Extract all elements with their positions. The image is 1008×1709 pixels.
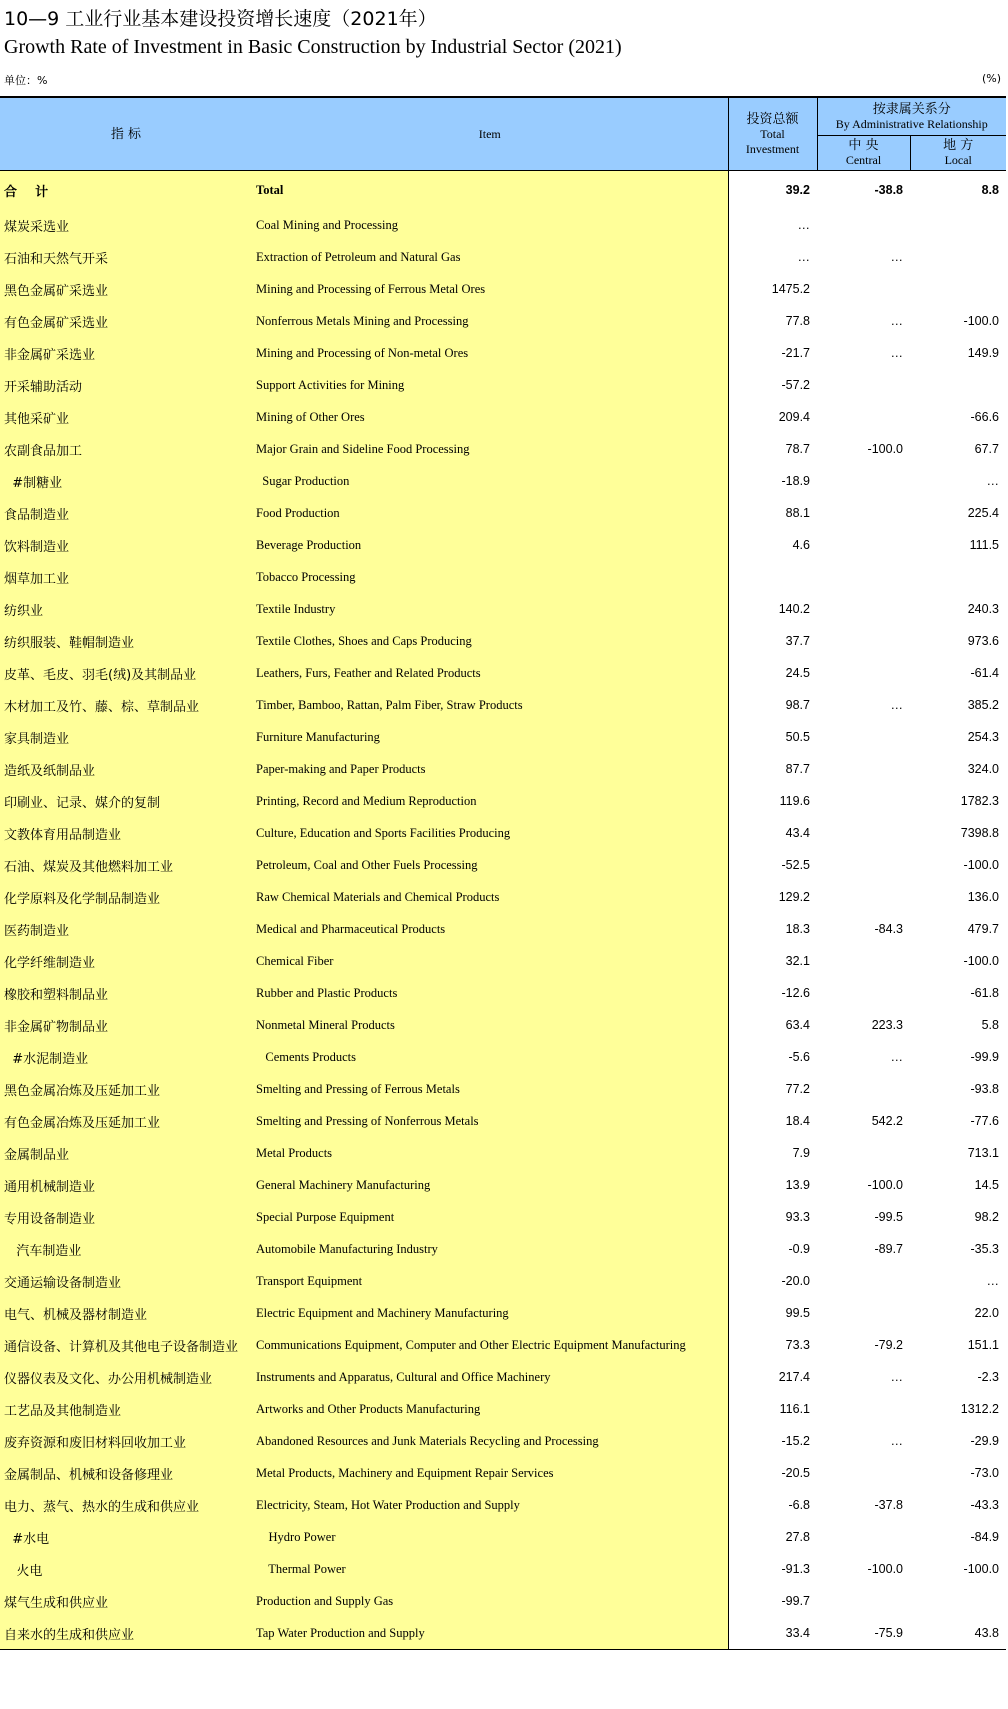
table-row	[0, 465, 1006, 497]
table-row	[0, 1329, 1006, 1361]
cell-total-investment: -52.5	[728, 849, 817, 881]
cell-local: 98.2	[974, 1210, 999, 1224]
cell-central	[817, 817, 910, 849]
table-row	[0, 593, 1006, 625]
row-label-cn: 纺织服装、鞋帽制造业	[0, 625, 252, 657]
header-admin-en: By Administrative Relationship	[835, 116, 988, 131]
table-row	[0, 1521, 1006, 1553]
cell-local: 1312.2	[960, 1402, 999, 1416]
row-label-cn: 通信设备、计算机及其他电子设备制造业	[0, 1329, 252, 1361]
row-label-cn: 化学原料及化学制品制造业	[0, 881, 252, 913]
row-label-cn: 工艺品及其他制造业	[0, 1393, 252, 1425]
row-label-en: Furniture Manufacturing	[252, 721, 728, 753]
row-label-en: Nonmetal Mineral Products	[252, 1009, 728, 1041]
row-label-cn: 造纸及纸制品业	[0, 753, 252, 785]
row-label-cn: 石油、煤炭及其他燃料加工业	[0, 849, 252, 881]
cell-central	[817, 1265, 910, 1297]
row-label-en: Beverage Production	[252, 529, 728, 561]
cell-total-investment: 119.6	[728, 785, 817, 817]
cell-central: …	[890, 698, 903, 712]
cell-total-investment: 63.4	[728, 1009, 817, 1041]
table-row	[0, 1553, 1006, 1585]
cell-central	[817, 1521, 910, 1553]
cell-local	[910, 1585, 1006, 1617]
table-row	[0, 1169, 1006, 1201]
cell-central	[817, 401, 910, 433]
cell-local: -43.3	[970, 1498, 999, 1512]
row-label-en: Metal Products, Machinery and Equipment Repair Services	[252, 1457, 728, 1489]
table-row	[0, 1585, 1006, 1617]
cell-total-investment: 33.4	[728, 1617, 817, 1650]
header-item	[252, 97, 728, 171]
row-label-en: Major Grain and Sideline Food Processing	[252, 433, 728, 465]
table-row	[0, 945, 1006, 977]
cell-central	[817, 1585, 910, 1617]
cell-total-investment: 129.2	[728, 881, 817, 913]
row-label-cn: 煤炭采选业	[0, 209, 252, 241]
cell-local: -61.8	[970, 986, 999, 1000]
row-label-cn: 纺织业	[0, 593, 252, 625]
cell-total-investment: 18.4	[728, 1105, 817, 1137]
cell-local: -66.6	[970, 410, 999, 424]
table-row	[0, 1393, 1006, 1425]
row-label-en: Textile Clothes, Shoes and Caps Producing	[252, 625, 728, 657]
cell-local: -100.0	[963, 954, 999, 968]
cell-total-investment: 73.3	[728, 1329, 817, 1361]
cell-total-investment: -5.6	[728, 1041, 817, 1073]
cell-local: 479.7	[967, 922, 999, 936]
cell-local: 254.3	[967, 730, 999, 744]
header-total-cn: 投资总额	[746, 111, 799, 127]
table-row	[0, 337, 1006, 369]
table-row	[0, 1233, 1006, 1265]
row-label-en: Petroleum, Coal and Other Fuels Processing	[252, 849, 728, 881]
header-local	[910, 136, 1006, 171]
header-total-en1: Total	[760, 126, 785, 141]
header-local-en: Local	[944, 153, 972, 167]
row-label-en: Nonferrous Metals Mining and Processing	[252, 305, 728, 337]
row-label-en: Artworks and Other Products Manufacturing	[252, 1393, 728, 1425]
cell-total-investment: 93.3	[728, 1201, 817, 1233]
row-label-cn: 黑色金属矿采选业	[0, 273, 252, 305]
cell-central	[817, 785, 910, 817]
cell-total-investment: 98.7	[728, 689, 817, 721]
row-label-cn: 专用设备制造业	[0, 1201, 252, 1233]
cell-central	[817, 209, 910, 241]
cell-central	[817, 1137, 910, 1169]
cell-local: …	[986, 1274, 999, 1288]
cell-total-investment: 24.5	[728, 657, 817, 689]
table-row	[0, 1425, 1006, 1457]
cell-total-investment: 99.5	[728, 1297, 817, 1329]
cell-central: …	[890, 1434, 903, 1448]
cell-local	[910, 369, 1006, 401]
cell-central: -99.5	[874, 1210, 903, 1224]
page-title-cn: 10—9 工业行业基本建设投资增长速度（2021年）	[4, 8, 437, 30]
row-label-cn: 医药制造业	[0, 913, 252, 945]
cell-local: …	[986, 474, 999, 488]
table-row	[0, 433, 1006, 465]
row-label-cn: #水泥制造业	[0, 1041, 252, 1073]
table-row	[0, 881, 1006, 913]
cell-total-investment: 140.2	[728, 593, 817, 625]
row-label-cn: 仪器仪表及文化、办公用机械制造业	[0, 1361, 252, 1393]
row-label-en: Printing, Record and Medium Reproduction	[252, 785, 728, 817]
row-label-cn: 橡胶和塑料制品业	[0, 977, 252, 1009]
table-row	[0, 1137, 1006, 1169]
row-label-en: Total	[252, 171, 728, 210]
row-label-cn: #制糖业	[0, 465, 252, 497]
row-label-cn: 石油和天然气开采	[0, 241, 252, 273]
cell-local: 1782.3	[960, 794, 999, 808]
row-label-en: Culture, Education and Sports Facilities Producing	[252, 817, 728, 849]
cell-local: -100.0	[963, 1562, 999, 1576]
row-label-cn: 家具制造业	[0, 721, 252, 753]
cell-local: -77.6	[970, 1114, 999, 1128]
table-row	[0, 1265, 1006, 1297]
table-row	[0, 1617, 1006, 1650]
table-row	[0, 305, 1006, 337]
row-label-en: Electric Equipment and Machinery Manufacturing	[252, 1297, 728, 1329]
cell-local: 5.8	[981, 1018, 999, 1032]
row-label-en: General Machinery Manufacturing	[252, 1169, 728, 1201]
cell-local: 7398.8	[960, 826, 999, 840]
cell-total-investment: 1475.2	[728, 273, 817, 305]
row-label-cn: 煤气生成和供应业	[0, 1585, 252, 1617]
row-label-cn: 有色金属矿采选业	[0, 305, 252, 337]
cell-central	[817, 273, 910, 305]
cell-central	[817, 1457, 910, 1489]
cell-central: …	[890, 250, 903, 264]
cell-total-investment: 87.7	[728, 753, 817, 785]
row-label-en: Leathers, Furs, Feather and Related Products	[252, 657, 728, 689]
row-label-cn: 文教体育用品制造业	[0, 817, 252, 849]
row-label-cn: 电气、机械及器材制造业	[0, 1297, 252, 1329]
cell-local: 973.6	[967, 634, 999, 648]
header-total-en2: Investment	[745, 141, 800, 156]
table-row	[0, 689, 1006, 721]
cell-local: -100.0	[963, 314, 999, 328]
header-total-investment	[728, 97, 817, 171]
row-label-en: Raw Chemical Materials and Chemical Products	[252, 881, 728, 913]
cell-total-investment: 209.4	[728, 401, 817, 433]
table-row	[0, 369, 1006, 401]
cell-total-investment: -18.9	[728, 465, 817, 497]
cell-local: 22.0	[974, 1306, 999, 1320]
cell-total-investment: 32.1	[728, 945, 817, 977]
cell-total-investment: 18.3	[728, 913, 817, 945]
row-label-en: Mining and Processing of Ferrous Metal Ores	[252, 273, 728, 305]
cell-central	[817, 529, 910, 561]
cell-local: 149.9	[967, 346, 999, 360]
row-label-en: Chemical Fiber	[252, 945, 728, 977]
cell-total-investment: -99.7	[728, 1585, 817, 1617]
row-label-en: Thermal Power	[252, 1553, 728, 1585]
cell-local: 240.3	[967, 602, 999, 616]
cell-central	[817, 593, 910, 625]
cell-total-investment: …	[728, 241, 817, 273]
row-label-en: Automobile Manufacturing Industry	[252, 1233, 728, 1265]
table-row	[0, 1073, 1006, 1105]
row-label-en: Cements Products	[252, 1041, 728, 1073]
row-label-cn: #水电	[0, 1521, 252, 1553]
row-label-en: Transport Equipment	[252, 1265, 728, 1297]
table-row	[0, 977, 1006, 1009]
cell-total-investment: 50.5	[728, 721, 817, 753]
cell-local: -84.9	[970, 1530, 999, 1544]
cell-central: -38.8	[874, 183, 903, 197]
row-label-cn: 黑色金属冶炼及压延加工业	[0, 1073, 252, 1105]
row-label-cn: 皮革、毛皮、羽毛(绒)及其制品业	[0, 657, 252, 689]
row-label-cn: 交通运输设备制造业	[0, 1265, 252, 1297]
table-row	[0, 171, 1006, 210]
header-central-en: Central	[845, 153, 882, 167]
cell-central	[817, 753, 910, 785]
cell-total-investment: …	[728, 209, 817, 241]
unit-label: 单位：%	[4, 74, 48, 87]
cell-total-investment: 7.9	[728, 1137, 817, 1169]
cell-central	[817, 721, 910, 753]
row-label-cn: 金属制品、机械和设备修理业	[0, 1457, 252, 1489]
row-label-en: Sugar Production	[252, 465, 728, 497]
table-row	[0, 625, 1006, 657]
row-label-cn: 印刷业、记录、媒介的复制	[0, 785, 252, 817]
cell-local: 713.1	[967, 1146, 999, 1160]
table-row	[0, 273, 1006, 305]
row-label-cn: 烟草加工业	[0, 561, 252, 593]
cell-central	[817, 881, 910, 913]
cell-central	[817, 1393, 910, 1425]
cell-local: -61.4	[970, 666, 999, 680]
cell-total-investment: -91.3	[728, 1553, 817, 1585]
cell-central	[817, 977, 910, 1009]
row-label-cn: 火电	[0, 1553, 252, 1585]
row-label-en: Timber, Bamboo, Rattan, Palm Fiber, Straw Products	[252, 689, 728, 721]
table-row	[0, 1361, 1006, 1393]
cell-local: 151.1	[967, 1338, 999, 1352]
table-row	[0, 1105, 1006, 1137]
table-row	[0, 1489, 1006, 1521]
cell-central: -79.2	[874, 1338, 903, 1352]
cell-total-investment: -21.7	[728, 337, 817, 369]
header-item-label: Item	[478, 126, 501, 141]
header-central	[817, 136, 910, 171]
table-row	[0, 1297, 1006, 1329]
cell-local: -29.9	[970, 1434, 999, 1448]
cell-total-investment: 116.1	[728, 1393, 817, 1425]
unit-label-right: (%)	[982, 72, 1002, 85]
cell-central	[817, 849, 910, 881]
table-row	[0, 657, 1006, 689]
cell-total-investment: 4.6	[728, 529, 817, 561]
cell-local: 43.8	[910, 1617, 1006, 1650]
row-label-en: Abandoned Resources and Junk Materials Recycling and Processing	[252, 1425, 728, 1457]
row-label-en: Special Purpose Equipment	[252, 1201, 728, 1233]
cell-local: 225.4	[967, 506, 999, 520]
row-label-en: Mining of Other Ores	[252, 401, 728, 433]
row-label-cn: 汽车制造业	[0, 1233, 252, 1265]
cell-central	[817, 625, 910, 657]
cell-local	[910, 561, 1006, 593]
header-central-cn: 中 央	[848, 138, 879, 153]
cell-central: -100.0	[867, 442, 903, 456]
cell-central: -100.0	[867, 1178, 903, 1192]
cell-local: 136.0	[967, 890, 999, 904]
header-local-cn: 地 方	[943, 138, 974, 153]
table-row	[0, 1201, 1006, 1233]
row-label-en: Tap Water Production and Supply	[252, 1617, 728, 1650]
header-indicator-label: 指 标	[110, 126, 142, 142]
row-label-cn: 化学纤维制造业	[0, 945, 252, 977]
cell-local	[910, 209, 1006, 241]
table-row	[0, 1009, 1006, 1041]
cell-local: 8.8	[981, 183, 999, 197]
row-label-cn: 饮料制造业	[0, 529, 252, 561]
table-row	[0, 529, 1006, 561]
cell-central: 223.3	[871, 1018, 903, 1032]
cell-local: -35.3	[970, 1242, 999, 1256]
cell-central	[817, 945, 910, 977]
cell-central: …	[890, 1370, 903, 1384]
cell-total-investment: 43.4	[728, 817, 817, 849]
cell-central: -75.9	[817, 1617, 910, 1650]
row-label-en: Production and Supply Gas	[252, 1585, 728, 1617]
row-label-en: Extraction of Petroleum and Natural Gas	[252, 241, 728, 273]
table-body	[0, 171, 1006, 1650]
cell-central: -37.8	[874, 1498, 903, 1512]
row-label-en: Instruments and Apparatus, Cultural and Office Machinery	[252, 1361, 728, 1393]
row-label-cn: 通用机械制造业	[0, 1169, 252, 1201]
cell-central: …	[890, 346, 903, 360]
row-label-en: Support Activities for Mining	[252, 369, 728, 401]
cell-central: -84.3	[874, 922, 903, 936]
row-label-cn: 非金属矿采选业	[0, 337, 252, 369]
table-row	[0, 561, 1006, 593]
cell-total-investment: -12.6	[728, 977, 817, 1009]
row-label-en: Food Production	[252, 497, 728, 529]
row-label-cn: 金属制品业	[0, 1137, 252, 1169]
table-row	[0, 241, 1006, 273]
cell-local: 67.7	[974, 442, 999, 456]
table-row	[0, 817, 1006, 849]
cell-local: -2.3	[977, 1370, 999, 1384]
row-label-cn: 自来水的生成和供应业	[0, 1617, 252, 1650]
row-label-cn: 木材加工及竹、藤、棕、草制品业	[0, 689, 252, 721]
cell-central	[817, 561, 910, 593]
table-row	[0, 785, 1006, 817]
row-label-en: Communications Equipment, Computer and Other Electric Equipment Manufacturing	[252, 1329, 728, 1361]
cell-local: -93.8	[970, 1082, 999, 1096]
cell-central	[817, 465, 910, 497]
data-table	[0, 96, 1006, 1650]
cell-central	[817, 1073, 910, 1105]
row-label-en: Rubber and Plastic Products	[252, 977, 728, 1009]
table-row	[0, 721, 1006, 753]
cell-central: -100.0	[867, 1562, 903, 1576]
cell-total-investment: -15.2	[728, 1425, 817, 1457]
cell-total-investment: 88.1	[728, 497, 817, 529]
row-label-cn: 开采辅助活动	[0, 369, 252, 401]
cell-local: -100.0	[963, 858, 999, 872]
row-label-en: Paper-making and Paper Products	[252, 753, 728, 785]
cell-total-investment: -20.0	[728, 1265, 817, 1297]
page-title-en: Growth Rate of Investment in Basic Construction by Industrial Sector (2021)	[4, 36, 622, 58]
cell-local: 111.5	[969, 538, 999, 552]
cell-local: -99.9	[970, 1050, 999, 1064]
row-label-en: Coal Mining and Processing	[252, 209, 728, 241]
row-label-en: Hydro Power	[252, 1521, 728, 1553]
row-label-en: Mining and Processing of Non-metal Ores	[252, 337, 728, 369]
cell-total-investment: 27.8	[728, 1521, 817, 1553]
row-label-en: Tobacco Processing	[252, 561, 728, 593]
cell-total-investment: 37.7	[728, 625, 817, 657]
header-administrative	[817, 97, 1006, 136]
cell-local: 385.2	[967, 698, 999, 712]
cell-total-investment: 77.2	[728, 1073, 817, 1105]
row-label-en: Metal Products	[252, 1137, 728, 1169]
row-label-cn: 其他采矿业	[0, 401, 252, 433]
row-label-cn: 农副食品加工	[0, 433, 252, 465]
table-row	[0, 913, 1006, 945]
cell-total-investment: 217.4	[728, 1361, 817, 1393]
cell-total-investment: -6.8	[728, 1489, 817, 1521]
row-label-cn: 合 计	[0, 171, 252, 210]
cell-total-investment: 39.2	[728, 171, 817, 210]
cell-total-investment: -0.9	[728, 1233, 817, 1265]
table-row	[0, 849, 1006, 881]
cell-central: -89.7	[874, 1242, 903, 1256]
row-label-cn: 电力、蒸气、热水的生成和供应业	[0, 1489, 252, 1521]
cell-total-investment: 77.8	[728, 305, 817, 337]
row-label-en: Medical and Pharmaceutical Products	[252, 913, 728, 945]
row-label-en: Textile Industry	[252, 593, 728, 625]
cell-total-investment: -20.5	[728, 1457, 817, 1489]
row-label-en: Smelting and Pressing of Ferrous Metals	[252, 1073, 728, 1105]
header-admin-cn: 按隶属关系分	[872, 101, 951, 117]
row-label-cn: 废弃资源和废旧材料回收加工业	[0, 1425, 252, 1457]
cell-total-investment: 13.9	[728, 1169, 817, 1201]
table-row	[0, 1457, 1006, 1489]
cell-central	[817, 497, 910, 529]
row-label-cn: 有色金属冶炼及压延加工业	[0, 1105, 252, 1137]
cell-local	[910, 241, 1006, 273]
table-row	[0, 1041, 1006, 1073]
table-row	[0, 209, 1006, 241]
cell-total-investment: -57.2	[728, 369, 817, 401]
cell-central: …	[890, 1050, 903, 1064]
cell-central	[817, 369, 910, 401]
row-label-cn: 食品制造业	[0, 497, 252, 529]
cell-total-investment	[728, 561, 817, 593]
cell-local	[910, 273, 1006, 305]
table-row	[0, 753, 1006, 785]
cell-central	[817, 657, 910, 689]
row-label-en: Smelting and Pressing of Nonferrous Metals	[252, 1105, 728, 1137]
header-indicator	[0, 97, 252, 171]
row-label-en: Electricity, Steam, Hot Water Production and Supply	[252, 1489, 728, 1521]
cell-central: 542.2	[871, 1114, 903, 1128]
table-row	[0, 401, 1006, 433]
cell-local: 324.0	[967, 762, 999, 776]
cell-central: …	[890, 314, 903, 328]
table-row	[0, 497, 1006, 529]
cell-local: 14.5	[974, 1178, 999, 1192]
cell-total-investment: 78.7	[728, 433, 817, 465]
cell-local: -73.0	[970, 1466, 999, 1480]
row-label-cn: 非金属矿物制品业	[0, 1009, 252, 1041]
cell-central	[817, 1297, 910, 1329]
